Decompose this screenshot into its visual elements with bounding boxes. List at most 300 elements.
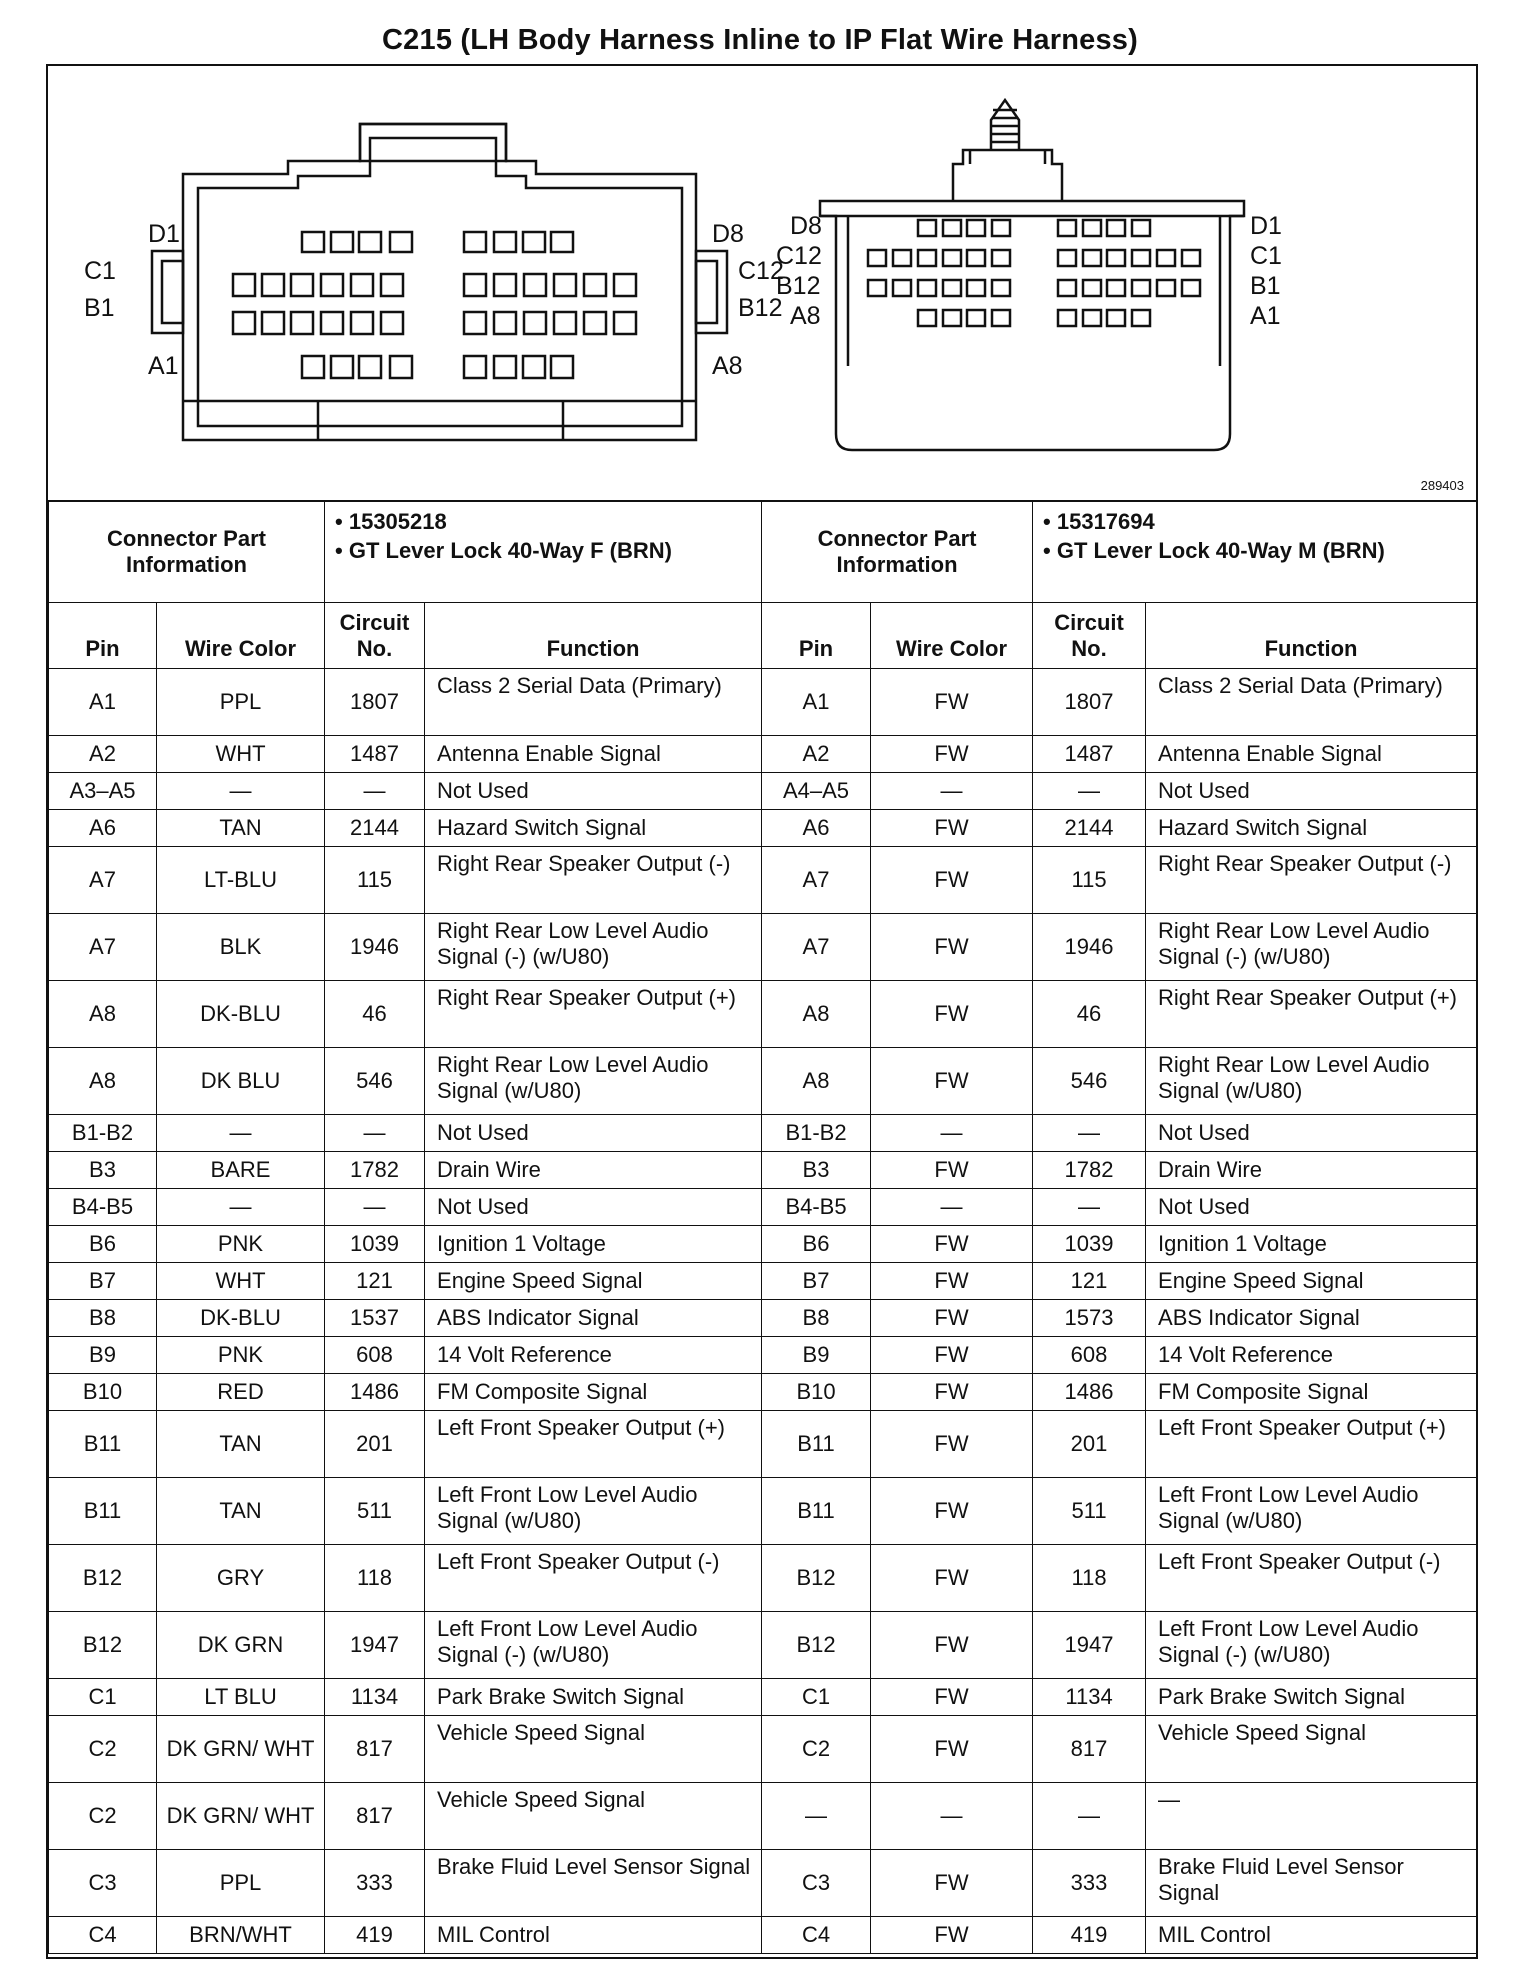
cell-pin-left: A2 bbox=[49, 736, 157, 773]
pin-cavity bbox=[464, 274, 486, 296]
pin-cavity bbox=[390, 356, 412, 378]
info-connector-type-left: • GT Lever Lock 40-Way F (BRN) bbox=[335, 538, 672, 563]
pin-cavity bbox=[331, 232, 353, 252]
cell-wire-color-right: — bbox=[871, 1115, 1033, 1152]
cell-pin-left: C2 bbox=[49, 1716, 157, 1783]
cell-circuit-no-right: 1946 bbox=[1033, 914, 1146, 981]
cell-circuit-no-right: — bbox=[1033, 773, 1146, 810]
cell-circuit-no-left: 333 bbox=[325, 1850, 425, 1917]
pin-cavity bbox=[1058, 310, 1076, 326]
cell-circuit-no-left: 1946 bbox=[325, 914, 425, 981]
pin-cavity bbox=[351, 312, 373, 334]
cell-circuit-no-left: — bbox=[325, 773, 425, 810]
table-row bbox=[49, 981, 1477, 1048]
cell-pin-left: B9 bbox=[49, 1337, 157, 1374]
cell-pin-left: A3–A5 bbox=[49, 773, 157, 810]
cell-function-left: Class 2 Serial Data (Primary) bbox=[425, 669, 762, 736]
pin-cavity bbox=[992, 250, 1010, 266]
cell-function-left: 14 Volt Reference bbox=[425, 1337, 762, 1374]
cell-circuit-no-left: 1039 bbox=[325, 1226, 425, 1263]
cell-wire-color-right: — bbox=[871, 773, 1033, 810]
cell-pin-left: B8 bbox=[49, 1300, 157, 1337]
pin-cavity bbox=[464, 356, 486, 378]
cell-pin-right: B3 bbox=[762, 1152, 871, 1189]
cell-wire-color-left: TAN bbox=[157, 1478, 325, 1545]
table-header-row bbox=[49, 603, 1477, 669]
cell-pin-left: C4 bbox=[49, 1917, 157, 1954]
cell-function-right: Left Front Low Level Audio Signal (-) (w/U80) bbox=[1146, 1612, 1477, 1679]
pin-cavity bbox=[524, 312, 546, 334]
page-title: C215 (LH Body Harness Inline to IP Flat Wire Harness) bbox=[382, 24, 1138, 56]
cell-function-left: Drain Wire bbox=[425, 1152, 762, 1189]
table-row bbox=[49, 1411, 1477, 1478]
cell-function-right: FM Composite Signal bbox=[1146, 1374, 1477, 1411]
cell-wire-color-right: FW bbox=[871, 981, 1033, 1048]
pin-cavity bbox=[967, 280, 985, 296]
table-row bbox=[49, 1850, 1477, 1917]
pin-cavity bbox=[1083, 220, 1101, 236]
cell-function-left: Right Rear Low Level Audio Signal (-) (w/U80) bbox=[425, 914, 762, 981]
table-row bbox=[49, 1337, 1477, 1374]
cell-circuit-no-right: 118 bbox=[1033, 1545, 1146, 1612]
pin-cavity bbox=[1132, 220, 1150, 236]
cell-wire-color-left: TAN bbox=[157, 810, 325, 847]
pin-cavity bbox=[1083, 310, 1101, 326]
pin-cavity bbox=[868, 250, 886, 266]
cell-function-right: — bbox=[1146, 1783, 1477, 1850]
cell-circuit-no-right: 1573 bbox=[1033, 1300, 1146, 1337]
cell-wire-color-left: GRY bbox=[157, 1545, 325, 1612]
cell-function-right: Drain Wire bbox=[1146, 1152, 1477, 1189]
pin-cavity bbox=[494, 356, 516, 378]
pin-cavity bbox=[554, 312, 576, 334]
pin-label-b1: B1 bbox=[84, 294, 115, 322]
cell-function-left: FM Composite Signal bbox=[425, 1374, 762, 1411]
pin-cavity bbox=[494, 312, 516, 334]
cell-circuit-no-right: 608 bbox=[1033, 1337, 1146, 1374]
pin-cavity bbox=[464, 312, 486, 334]
pin-cavity bbox=[1107, 310, 1125, 326]
cell-pin-left: A1 bbox=[49, 669, 157, 736]
table-row bbox=[49, 736, 1477, 773]
pin-cavity bbox=[494, 232, 516, 252]
pin-cavity bbox=[291, 312, 313, 334]
pin-cavity bbox=[614, 312, 636, 334]
cell-wire-color-right: FW bbox=[871, 1545, 1033, 1612]
pin-cavity bbox=[494, 274, 516, 296]
table-row bbox=[49, 914, 1477, 981]
cell-function-left: Left Front Low Level Audio Signal (-) (w/U80) bbox=[425, 1612, 762, 1679]
pin-cavity bbox=[554, 274, 576, 296]
cell-circuit-no-left: 546 bbox=[325, 1048, 425, 1115]
cell-pin-right: B1-B2 bbox=[762, 1115, 871, 1152]
cell-function-right: Not Used bbox=[1146, 1189, 1477, 1226]
header-circuit-no: Circuit No. bbox=[1033, 603, 1146, 669]
cell-wire-color-left: BARE bbox=[157, 1152, 325, 1189]
cell-pin-right: B8 bbox=[762, 1300, 871, 1337]
cell-function-left: Antenna Enable Signal bbox=[425, 736, 762, 773]
cell-circuit-no-right: 511 bbox=[1033, 1478, 1146, 1545]
document-frame bbox=[46, 64, 1478, 1959]
cell-wire-color-right: FW bbox=[871, 810, 1033, 847]
cell-wire-color-left: DK BLU bbox=[157, 1048, 325, 1115]
cell-pin-right: A2 bbox=[762, 736, 871, 773]
cell-wire-color-left: DK GRN/ WHT bbox=[157, 1783, 325, 1850]
pin-label-c1: C1 bbox=[1250, 242, 1282, 270]
header-wire-color: Wire Color bbox=[157, 603, 325, 669]
pin-cavity bbox=[992, 280, 1010, 296]
cell-circuit-no-right: 333 bbox=[1033, 1850, 1146, 1917]
pin-label-d1: D1 bbox=[148, 220, 180, 248]
info-connector-type-right: • GT Lever Lock 40-Way M (BRN) bbox=[1043, 538, 1385, 563]
cell-function-right: Left Front Speaker Output (+) bbox=[1146, 1411, 1477, 1478]
cell-circuit-no-left: 1487 bbox=[325, 736, 425, 773]
cell-wire-color-left: WHT bbox=[157, 736, 325, 773]
pin-cavity bbox=[359, 232, 381, 252]
pin-cavity bbox=[893, 250, 911, 266]
cell-pin-right: C1 bbox=[762, 1679, 871, 1716]
pin-cavity bbox=[868, 280, 886, 296]
cell-circuit-no-left: 1537 bbox=[325, 1300, 425, 1337]
cell-function-left: Brake Fluid Level Sensor Signal bbox=[425, 1850, 762, 1917]
cell-pin-left: B12 bbox=[49, 1612, 157, 1679]
cell-function-right: Not Used bbox=[1146, 773, 1477, 810]
cell-function-right: Vehicle Speed Signal bbox=[1146, 1716, 1477, 1783]
pin-cavity bbox=[967, 310, 985, 326]
cell-circuit-no-right: — bbox=[1033, 1189, 1146, 1226]
cell-pin-left: B10 bbox=[49, 1374, 157, 1411]
cell-pin-right: A6 bbox=[762, 810, 871, 847]
pin-cavity bbox=[943, 250, 961, 266]
cell-function-left: Left Front Speaker Output (+) bbox=[425, 1411, 762, 1478]
cell-circuit-no-right: 1807 bbox=[1033, 669, 1146, 736]
cell-wire-color-left: DK GRN bbox=[157, 1612, 325, 1679]
pin-cavity bbox=[1132, 280, 1150, 296]
cell-pin-right: B7 bbox=[762, 1263, 871, 1300]
connector-info-right bbox=[1033, 501, 1477, 603]
cell-pin-right: A7 bbox=[762, 914, 871, 981]
cell-pin-right: B12 bbox=[762, 1545, 871, 1612]
cell-pin-left: A7 bbox=[49, 914, 157, 981]
left-connector-drawing bbox=[152, 124, 727, 440]
right-connector-drawing bbox=[820, 100, 1244, 450]
cell-function-right: Right Rear Low Level Audio Signal (w/U80) bbox=[1146, 1048, 1477, 1115]
cell-function-right: 14 Volt Reference bbox=[1146, 1337, 1477, 1374]
table-row bbox=[49, 810, 1477, 847]
cell-pin-right: B10 bbox=[762, 1374, 871, 1411]
pin-cavity bbox=[614, 274, 636, 296]
cell-wire-color-right: FW bbox=[871, 736, 1033, 773]
cell-function-right: Park Brake Switch Signal bbox=[1146, 1679, 1477, 1716]
cell-circuit-no-left: 608 bbox=[325, 1337, 425, 1374]
cell-circuit-no-left: 817 bbox=[325, 1716, 425, 1783]
cell-circuit-no-right: 419 bbox=[1033, 1917, 1146, 1954]
table-row bbox=[49, 1226, 1477, 1263]
cell-circuit-no-right: 1487 bbox=[1033, 736, 1146, 773]
cell-function-left: MIL Control bbox=[425, 1917, 762, 1954]
cell-pin-right: C4 bbox=[762, 1917, 871, 1954]
cell-function-right: Right Rear Low Level Audio Signal (-) (w/U80) bbox=[1146, 914, 1477, 981]
cell-wire-color-left: RED bbox=[157, 1374, 325, 1411]
cell-circuit-no-right: 546 bbox=[1033, 1048, 1146, 1115]
pin-label-c12: C12 bbox=[738, 257, 784, 285]
cell-wire-color-right: FW bbox=[871, 847, 1033, 914]
pin-cavity bbox=[1107, 250, 1125, 266]
cell-circuit-no-left: 201 bbox=[325, 1411, 425, 1478]
table-row bbox=[49, 1152, 1477, 1189]
cell-pin-right: B11 bbox=[762, 1478, 871, 1545]
pin-cavity bbox=[381, 312, 403, 334]
pin-cavity bbox=[893, 280, 911, 296]
cell-function-left: Vehicle Speed Signal bbox=[425, 1716, 762, 1783]
cell-wire-color-right: FW bbox=[871, 914, 1033, 981]
cell-wire-color-left: PNK bbox=[157, 1337, 325, 1374]
cell-circuit-no-left: 1134 bbox=[325, 1679, 425, 1716]
pin-cavity bbox=[551, 232, 573, 252]
cell-function-right: Left Front Low Level Audio Signal (w/U80) bbox=[1146, 1478, 1477, 1545]
pin-cavity bbox=[584, 274, 606, 296]
connector-info-label-right: Connector Part Information bbox=[762, 501, 1033, 603]
cell-pin-left: A7 bbox=[49, 847, 157, 914]
header-pin: Pin bbox=[49, 603, 157, 669]
table-row bbox=[49, 1917, 1477, 1954]
cell-wire-color-left: BRN/WHT bbox=[157, 1917, 325, 1954]
cell-wire-color-left: — bbox=[157, 773, 325, 810]
cell-wire-color-left: LT-BLU bbox=[157, 847, 325, 914]
pin-cavity bbox=[1083, 280, 1101, 296]
cell-circuit-no-left: 1807 bbox=[325, 669, 425, 736]
pin-cavity bbox=[918, 310, 936, 326]
pin-cavity bbox=[523, 232, 545, 252]
cell-circuit-no-left: 817 bbox=[325, 1783, 425, 1850]
cell-pin-right: C3 bbox=[762, 1850, 871, 1917]
cell-pin-right: B11 bbox=[762, 1411, 871, 1478]
pin-label-a8: A8 bbox=[712, 352, 743, 380]
pin-cavity bbox=[523, 356, 545, 378]
cell-circuit-no-right: 115 bbox=[1033, 847, 1146, 914]
cell-circuit-no-right: — bbox=[1033, 1783, 1146, 1850]
cell-circuit-no-left: — bbox=[325, 1115, 425, 1152]
pin-cavity bbox=[233, 312, 255, 334]
pin-cavity bbox=[464, 232, 486, 252]
pin-label-b12: B12 bbox=[776, 272, 821, 300]
cell-function-right: MIL Control bbox=[1146, 1917, 1477, 1954]
cell-wire-color-left: DK GRN/ WHT bbox=[157, 1716, 325, 1783]
left-connector-pin-cavities bbox=[233, 232, 636, 378]
pin-cavity bbox=[943, 220, 961, 236]
cell-function-left: Not Used bbox=[425, 1115, 762, 1152]
cell-function-right: Left Front Speaker Output (-) bbox=[1146, 1545, 1477, 1612]
table-row bbox=[49, 1478, 1477, 1545]
cell-circuit-no-right: 201 bbox=[1033, 1411, 1146, 1478]
cell-pin-left: B4-B5 bbox=[49, 1189, 157, 1226]
cell-pin-left: B11 bbox=[49, 1478, 157, 1545]
cell-circuit-no-left: 46 bbox=[325, 981, 425, 1048]
cell-pin-right: A4–A5 bbox=[762, 773, 871, 810]
cell-circuit-no-right: 1486 bbox=[1033, 1374, 1146, 1411]
pin-cavity bbox=[1157, 250, 1175, 266]
cell-wire-color-right: FW bbox=[871, 1850, 1033, 1917]
pin-cavity bbox=[1132, 250, 1150, 266]
pin-cavity bbox=[584, 312, 606, 334]
cell-circuit-no-right: 1134 bbox=[1033, 1679, 1146, 1716]
cell-pin-left: B6 bbox=[49, 1226, 157, 1263]
cell-wire-color-right: FW bbox=[871, 1612, 1033, 1679]
table-row bbox=[49, 1048, 1477, 1115]
pin-label-a8: A8 bbox=[790, 302, 821, 330]
cell-wire-color-right: FW bbox=[871, 1300, 1033, 1337]
pin-cavity bbox=[1107, 220, 1125, 236]
header-function: Function bbox=[1146, 603, 1477, 669]
pin-cavity bbox=[1058, 220, 1076, 236]
cell-pin-left: C3 bbox=[49, 1850, 157, 1917]
left-connector-pin-labels bbox=[84, 220, 784, 380]
header-circuit-no: Circuit No. bbox=[325, 603, 425, 669]
cell-wire-color-right: FW bbox=[871, 1679, 1033, 1716]
cell-wire-color-right: FW bbox=[871, 1048, 1033, 1115]
pin-cavity bbox=[992, 220, 1010, 236]
pin-cavity bbox=[321, 274, 343, 296]
cell-wire-color-right: — bbox=[871, 1783, 1033, 1850]
cell-pin-right: A8 bbox=[762, 981, 871, 1048]
cell-wire-color-right: FW bbox=[871, 1411, 1033, 1478]
pin-cavity bbox=[943, 310, 961, 326]
cell-function-left: Engine Speed Signal bbox=[425, 1263, 762, 1300]
cell-wire-color-left: PPL bbox=[157, 1850, 325, 1917]
table-row bbox=[49, 669, 1477, 736]
cell-wire-color-right: FW bbox=[871, 1226, 1033, 1263]
cell-wire-color-left: — bbox=[157, 1115, 325, 1152]
pin-cavity bbox=[302, 232, 324, 252]
cell-wire-color-right: FW bbox=[871, 1263, 1033, 1300]
header-wire-color: Wire Color bbox=[871, 603, 1033, 669]
pin-label-d8: D8 bbox=[712, 220, 744, 248]
cell-wire-color-right: — bbox=[871, 1189, 1033, 1226]
cell-pin-left: B3 bbox=[49, 1152, 157, 1189]
pin-label-a1: A1 bbox=[1250, 302, 1281, 330]
cell-circuit-no-right: 121 bbox=[1033, 1263, 1146, 1300]
header-pin: Pin bbox=[762, 603, 871, 669]
cell-circuit-no-right: 817 bbox=[1033, 1716, 1146, 1783]
cell-circuit-no-right: 1782 bbox=[1033, 1152, 1146, 1189]
cell-function-left: Hazard Switch Signal bbox=[425, 810, 762, 847]
table-row bbox=[49, 1612, 1477, 1679]
pin-cavity bbox=[918, 220, 936, 236]
pin-cavity bbox=[967, 250, 985, 266]
connector-info-label-left: Connector Part Information bbox=[49, 501, 325, 603]
connector-info-row bbox=[49, 501, 1477, 603]
pin-cavity bbox=[551, 356, 573, 378]
pin-cavity bbox=[918, 280, 936, 296]
cell-wire-color-right: FW bbox=[871, 1716, 1033, 1783]
pin-label-c12: C12 bbox=[776, 242, 822, 270]
cell-circuit-no-left: 1782 bbox=[325, 1152, 425, 1189]
connector-pinout-table bbox=[48, 500, 1477, 1954]
cell-wire-color-left: PPL bbox=[157, 669, 325, 736]
cell-function-left: Right Rear Speaker Output (+) bbox=[425, 981, 762, 1048]
pin-cavity bbox=[1182, 280, 1200, 296]
table-row bbox=[49, 1300, 1477, 1337]
cell-pin-right: A7 bbox=[762, 847, 871, 914]
cell-circuit-no-right: — bbox=[1033, 1115, 1146, 1152]
pin-cavity bbox=[1107, 280, 1125, 296]
cell-pin-left: A8 bbox=[49, 981, 157, 1048]
cell-function-left: Not Used bbox=[425, 773, 762, 810]
cell-circuit-no-right: 2144 bbox=[1033, 810, 1146, 847]
cell-function-left: Left Front Speaker Output (-) bbox=[425, 1545, 762, 1612]
cell-wire-color-right: FW bbox=[871, 1374, 1033, 1411]
cell-circuit-no-left: 121 bbox=[325, 1263, 425, 1300]
pin-label-c1: C1 bbox=[84, 257, 116, 285]
pin-cavity bbox=[359, 356, 381, 378]
pin-cavity bbox=[233, 274, 255, 296]
cell-function-left: ABS Indicator Signal bbox=[425, 1300, 762, 1337]
cell-circuit-no-right: 1039 bbox=[1033, 1226, 1146, 1263]
table-row bbox=[49, 1374, 1477, 1411]
pin-cavity bbox=[302, 356, 324, 378]
cell-pin-right: B12 bbox=[762, 1612, 871, 1679]
cell-wire-color-left: LT BLU bbox=[157, 1679, 325, 1716]
pin-cavity bbox=[1132, 310, 1150, 326]
pin-cavity bbox=[321, 312, 343, 334]
pin-label-a1: A1 bbox=[148, 352, 179, 380]
pin-cavity bbox=[943, 280, 961, 296]
cell-function-left: Right Rear Speaker Output (-) bbox=[425, 847, 762, 914]
table-row bbox=[49, 1783, 1477, 1850]
info-part-number-left: • 15305218 bbox=[335, 509, 447, 534]
cell-pin-left: A6 bbox=[49, 810, 157, 847]
cell-function-left: Ignition 1 Voltage bbox=[425, 1226, 762, 1263]
pin-cavity bbox=[918, 250, 936, 266]
cell-circuit-no-left: 419 bbox=[325, 1917, 425, 1954]
table-row bbox=[49, 1716, 1477, 1783]
pin-cavity bbox=[262, 312, 284, 334]
cell-pin-left: A8 bbox=[49, 1048, 157, 1115]
cell-pin-right: C2 bbox=[762, 1716, 871, 1783]
pin-cavity bbox=[291, 274, 313, 296]
cell-function-right: Right Rear Speaker Output (+) bbox=[1146, 981, 1477, 1048]
pin-label-b12: B12 bbox=[738, 294, 783, 322]
cell-circuit-no-left: 115 bbox=[325, 847, 425, 914]
cell-function-right: Right Rear Speaker Output (-) bbox=[1146, 847, 1477, 914]
table-row bbox=[49, 1263, 1477, 1300]
cell-function-right: Brake Fluid Level Sensor Signal bbox=[1146, 1850, 1477, 1917]
cell-wire-color-right: FW bbox=[871, 1337, 1033, 1374]
connector-drawings bbox=[48, 66, 1476, 500]
cell-pin-left: C1 bbox=[49, 1679, 157, 1716]
cell-pin-right: — bbox=[762, 1783, 871, 1850]
cell-wire-color-left: BLK bbox=[157, 914, 325, 981]
cell-circuit-no-left: 118 bbox=[325, 1545, 425, 1612]
pin-cavity bbox=[1058, 280, 1076, 296]
cell-function-left: Vehicle Speed Signal bbox=[425, 1783, 762, 1850]
pin-cavity bbox=[524, 274, 546, 296]
pin-cavity bbox=[967, 220, 985, 236]
pin-label-d8: D8 bbox=[790, 212, 822, 240]
cell-pin-left: C2 bbox=[49, 1783, 157, 1850]
cell-pin-right: A8 bbox=[762, 1048, 871, 1115]
info-part-number-right: • 15317694 bbox=[1043, 509, 1155, 534]
cell-pin-left: B7 bbox=[49, 1263, 157, 1300]
cell-function-left: Not Used bbox=[425, 1189, 762, 1226]
cell-wire-color-left: — bbox=[157, 1189, 325, 1226]
cell-wire-color-left: DK-BLU bbox=[157, 981, 325, 1048]
pin-cavity bbox=[1058, 250, 1076, 266]
cell-function-right: ABS Indicator Signal bbox=[1146, 1300, 1477, 1337]
cell-wire-color-right: FW bbox=[871, 669, 1033, 736]
table-row bbox=[49, 1679, 1477, 1716]
pin-cavity bbox=[390, 232, 412, 252]
